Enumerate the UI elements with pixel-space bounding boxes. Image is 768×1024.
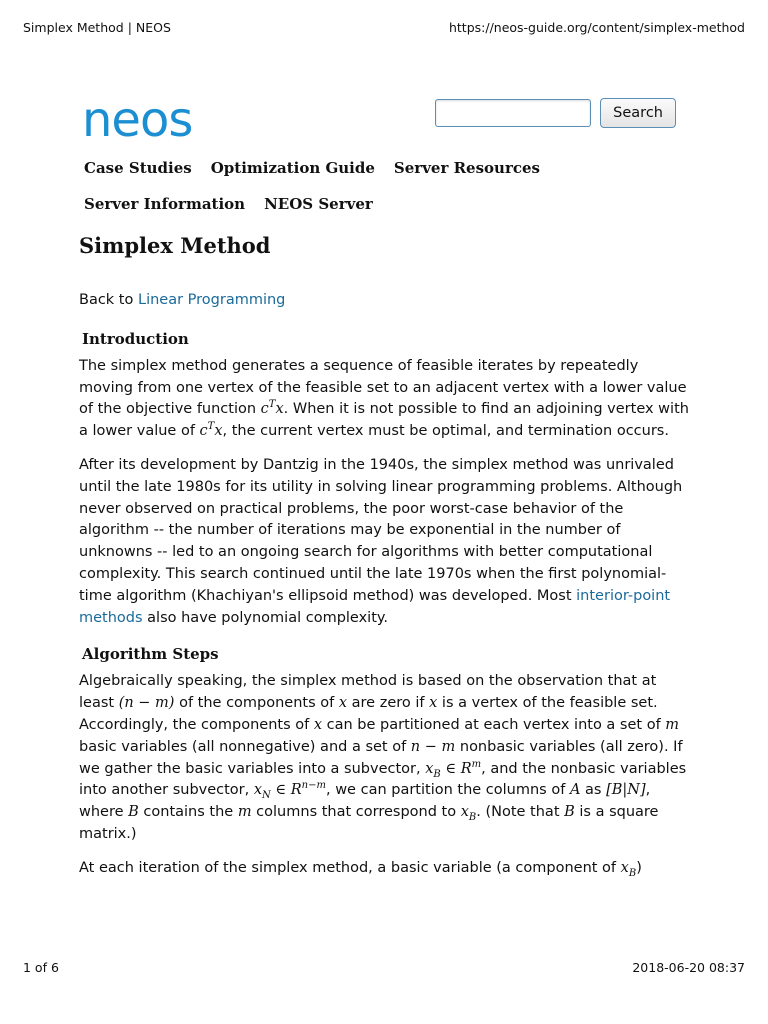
nav-server-resources[interactable]: Server Resources bbox=[393, 159, 540, 177]
math-xB: $x_B$ bbox=[460, 804, 477, 824]
steps-text: basic variables (all nonnegative) and a set of bbox=[79, 738, 411, 755]
nav-row-2 bbox=[84, 186, 644, 222]
steps-text: , where bbox=[79, 782, 651, 821]
nav-row-1 bbox=[84, 150, 644, 186]
math-n-minus-m: n − m bbox=[410, 738, 456, 755]
intro-text-2: . When it is not possible to find an adjoining vertex with a lower value of bbox=[79, 401, 689, 440]
intro-text-3: , the current vertex must be optimal, and termination occurs. bbox=[222, 423, 669, 440]
math-B-N: [B|N] bbox=[606, 782, 646, 799]
steps-text: can be partitioned at each vertex into a set of bbox=[322, 716, 666, 733]
back-prefix: Back to bbox=[79, 292, 138, 308]
steps-text: as bbox=[580, 782, 607, 799]
math-x: x bbox=[313, 716, 323, 733]
introduction-heading: Introduction bbox=[82, 329, 189, 348]
iteration-paragraph bbox=[79, 858, 691, 880]
nav-neos-server[interactable]: NEOS Server bbox=[264, 195, 373, 213]
algorithm-steps-heading: Algorithm Steps bbox=[82, 645, 219, 664]
svg-text:neos: neos bbox=[82, 96, 193, 142]
steps-text: , we can partition the columns of bbox=[325, 782, 570, 799]
article-content bbox=[79, 228, 691, 892]
steps-text: nonbasic variables (all zero). If we gather the basic variables into a subvector, bbox=[79, 738, 683, 777]
print-timestamp: 2018-06-20 08:37 bbox=[632, 960, 745, 975]
iteration-text-1: At each iteration of the simplex method, a basic variable (a component of bbox=[79, 859, 621, 876]
math-xN-in-Rnm: $x_N$ ∈ $R^{n-m}$ bbox=[253, 780, 326, 802]
page-indicator: 1 of 6 bbox=[23, 960, 59, 975]
print-footer bbox=[23, 960, 745, 975]
iteration-text-2: ) bbox=[636, 859, 642, 876]
page-url: https://neos-guide.org/content/simplex-method bbox=[448, 20, 745, 35]
search-button[interactable]: Search bbox=[600, 98, 676, 128]
math-m: m bbox=[665, 716, 680, 733]
history-text-1: After its development by Dantzig in the 1940s, the simplex method was unrivaled until the late 1980s for its utility in solving linear programming problems. Although never observed on practical problems, the poor worst-case behavior of the algorithm -- the number of iterations may be exponential in the number of unknowns -- led to an ongoing search for algorithms with better computational complexity. This search continued until the late 1970s when the first polynomial-time algorithm (Khachiyan's ellipsoid method) was developed. Most bbox=[79, 456, 683, 604]
article-title: Simplex Method bbox=[79, 233, 271, 258]
steps-text: . (Note that bbox=[476, 804, 565, 821]
search-form bbox=[435, 99, 676, 128]
neos-logo-image bbox=[82, 96, 342, 142]
nav-case-studies[interactable]: Case Studies bbox=[84, 159, 192, 177]
math-cTx: $c^Tx$ bbox=[260, 399, 284, 418]
nav-server-information[interactable]: Server Information bbox=[84, 195, 246, 213]
site-header bbox=[82, 96, 676, 146]
math-xB-in-Rm: $x_B$ ∈ $R^m$ bbox=[425, 758, 482, 780]
steps-text: , and the nonbasic variables into another subvector, bbox=[79, 760, 687, 799]
linear-programming-link[interactable]: Linear Programming bbox=[137, 292, 286, 308]
steps-text: contains the bbox=[138, 804, 238, 821]
main-nav bbox=[84, 150, 644, 222]
nav-optimization-guide[interactable]: Optimization Guide bbox=[210, 159, 375, 177]
math-B: B bbox=[564, 804, 575, 821]
steps-text: columns that correspond to bbox=[251, 804, 461, 821]
steps-paragraph bbox=[79, 671, 691, 845]
steps-text: are zero if bbox=[347, 695, 430, 712]
interior-point-methods-link[interactable]: interior-point methods bbox=[79, 587, 671, 626]
math-x: x bbox=[338, 695, 348, 712]
back-link-line bbox=[79, 290, 691, 312]
page-title: Simplex Method | NEOS bbox=[23, 20, 171, 35]
math-B: B bbox=[128, 804, 139, 821]
history-paragraph bbox=[79, 455, 691, 629]
math-cTx: $c^Tx$ bbox=[199, 421, 223, 440]
math-A: A bbox=[569, 782, 581, 799]
neos-logo[interactable] bbox=[82, 96, 342, 142]
steps-text: is a square matrix.) bbox=[79, 804, 659, 842]
intro-paragraph bbox=[79, 356, 691, 443]
math-x: x bbox=[429, 695, 438, 712]
math-m: m bbox=[237, 804, 252, 821]
steps-text: Algebraically speaking, the simplex method is based on the observation that at least bbox=[79, 673, 657, 712]
steps-text: of the components of bbox=[174, 695, 339, 712]
math-n-minus-m: (n − m) bbox=[118, 695, 175, 712]
history-text-2: also have polynomial complexity. bbox=[142, 609, 389, 626]
search-input[interactable] bbox=[435, 99, 591, 127]
math-xB: $x_B$ bbox=[620, 859, 637, 879]
steps-text: is a vertex of the feasible set. Accordingly, the components of bbox=[79, 695, 658, 733]
print-header bbox=[23, 20, 745, 35]
intro-text-1: The simplex method generates a sequence of feasible iterates by repeatedly moving from one vertex of the feasible set to an adjacent vertex with a lower value of the objective function bbox=[79, 357, 687, 418]
